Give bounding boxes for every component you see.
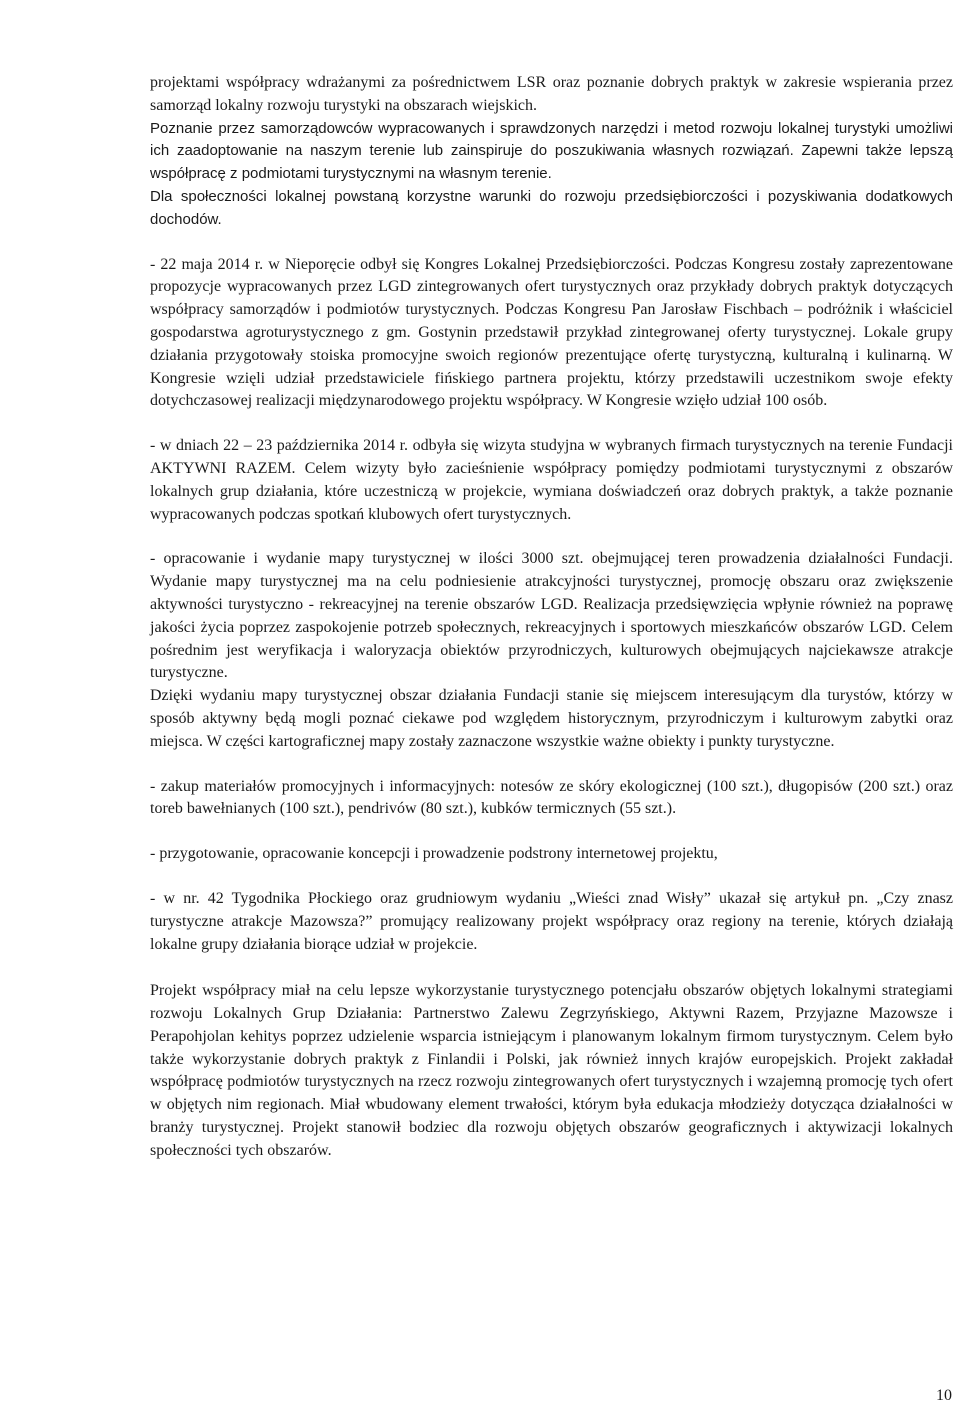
paragraph-website: - przygotowanie, opracowanie koncepcji i prowadzenie podstrony internetowej projektu, [150,845,718,863]
paragraph-study-visit: - w dniach 22 – 23 października 2014 r. odbyła się wizyta studyjna w wybranych firmach turystycznych na terenie Fundacji AKTYWNI RAZEM. Celem wizyty było zacieśnienie współpracy pomiędzy podmiotami turystycznymi z obszarów lokalnych grup działania, które uczestniczą w projekcie, wymiana doświadczeń oraz dobrych praktyk, a także poznanie wypracowanych podczas spotkań klubowych ofert turystycznych. [150,437,953,523]
paragraph-promo-materials: - zakup materiałów promocyjnych i informacyjnych: notesów ze skóry ekologicznej (100 szt.), długopisów (200 szt.) oraz toreb bawełnianych (100 szt.), pendrivów (80 szt.), kubków termicznych (55 szt.). [150,777,953,818]
paragraph-tools-methods: Poznanie przez samorządowców wypracowanych i sprawdzonych narzędzi i metod rozwoju lokalnej turystyki umożliwi ich zaadoptowanie na naszym terenie lub zainspiruje do poszukiwania własnych rozwiązań. Zapewni także lepszą współpracę z podmiotami turystycznymi na własnym terenie. [150,119,953,183]
document-body [150,72,953,1163]
paragraph-press-article: - w nr. 42 Tygodnika Płockiego oraz grudniowym wydaniu „Wieści znad Wisły” ukazał się artykuł pn. „Czy znasz turystyczne atrakcje Mazowsza?” promujący realizowany projekt współpracy oraz regiony na terenie, których działają lokalne grupy działania biorące udział w projekcie. [150,889,953,953]
paragraph-tourist-map: - opracowanie i wydanie mapy turystycznej w ilości 3000 szt. obejmującej teren prowadzenia działalności Fundacji. Wydanie mapy turystycznej ma na celu podniesienie atrakcyjności turystycznej, promocję obszaru oraz zwiększenie aktywności turystyczno - rekreacyjnej na terenie obszarów LGD. Realizacja przedsięwzięcia wpłynie również na poprawę jakości życia poprzez zaspokojenie potrzeb społecznych, rekreacyjnych i sportowych mieszkańców obszarów LGD. Celem pośrednim jest weryfikacja i waloryzacja obiektów przyrodniczych, kulturowych obejmujących najciekawsze atrakcje turystyczne. [150,550,953,682]
paragraph-project-summary: Projekt współpracy miał na celu lepsze wykorzystanie turystycznego potencjału obszarów objętych lokalnymi strategiami rozwoju Lokalnych Grup Działania: Partnerstwo Zalewu Zegrzyńskiego, Aktywni Razem, Przyjazne Mazowsze i Perapohjolan kehitys poprzez udzielenie wsparcia istniejącym i planowanym lokalnym firmom turystycznym. Celem było także wykorzystanie dobrych praktyk z Finlandii i Polski, jak również innych krajów europejskich. Projekt zakładał współpracę podmiotów turystycznych na rzecz rozwoju zintegrowanych ofert turystycznych i wzajemną promocję tych ofert w objętych nim regionach. Miał wbudowany element trwałości, którym była edukacja młodzieży dotycząca działalności w branży turystycznej. Projekt stanowił bodziec dla rozwoju objętych obszarów geograficznych i aktywizacji lokalnych społeczności tych obszarów. [150,982,953,1159]
paragraph-local-community: Dla społeczności lokalnej powstaną korzystne warunki do rozwoju przedsiębiorczości i pozyskiwania dodatkowych dochodów. [150,187,953,228]
paragraph-map-benefits: Dzięki wydaniu mapy turystycznej obszar działania Fundacji stanie się miejscem interesującym dla turystów, którzy w sposób aktywny będą mogli poznać ciekawe pod względem historycznym, przyrodniczym i kulturowym zabytki oraz miejsca. W części kartograficznej mapy zostały zaznaczone wszystkie ważne obiekty i punkty turystyczne. [150,687,953,750]
page-number: 10 [936,1387,952,1404]
paragraph-intro-continuation: projektami współpracy wdrażanymi za pośrednictwem LSR oraz poznanie dobrych praktyk w zakresie wspierania przez samorząd lokalny rozwoju turystyki na obszarach wiejskich. [150,74,953,114]
paragraph-congress: - 22 maja 2014 r. w Nieporęcie odbył się Kongres Lokalnej Przedsiębiorczości. Podczas Kongresu zostały zaprezentowane propozycje wypracowanych przez LGD zintegrowanych ofert turystycznych oraz przykłady dobrych praktyk dotyczących współpracy samorządów i podmiotów turystycznych. Podczas Kongresu Pan Jarosław Fischbach – podróżnik i właściciel gospodarstwa agroturystycznego z gm. Gostynin przedstawił przykład zintegrowanej oferty turystycznej. Lokale grupy działania przygotowały stoiska promocyjne swoich regionów prezentujące ofertę turystyczną, kulturalną i kulinarną. W Kongresie wzięli udział przedstawiciele fińskiego partnera projektu, którzy przedstawili uczestnikom swoje efekty dotychczasowej realizacji międzynarodowego projektu współpracy. W Kongresie wzięło udział 100 osób. [150,255,953,410]
